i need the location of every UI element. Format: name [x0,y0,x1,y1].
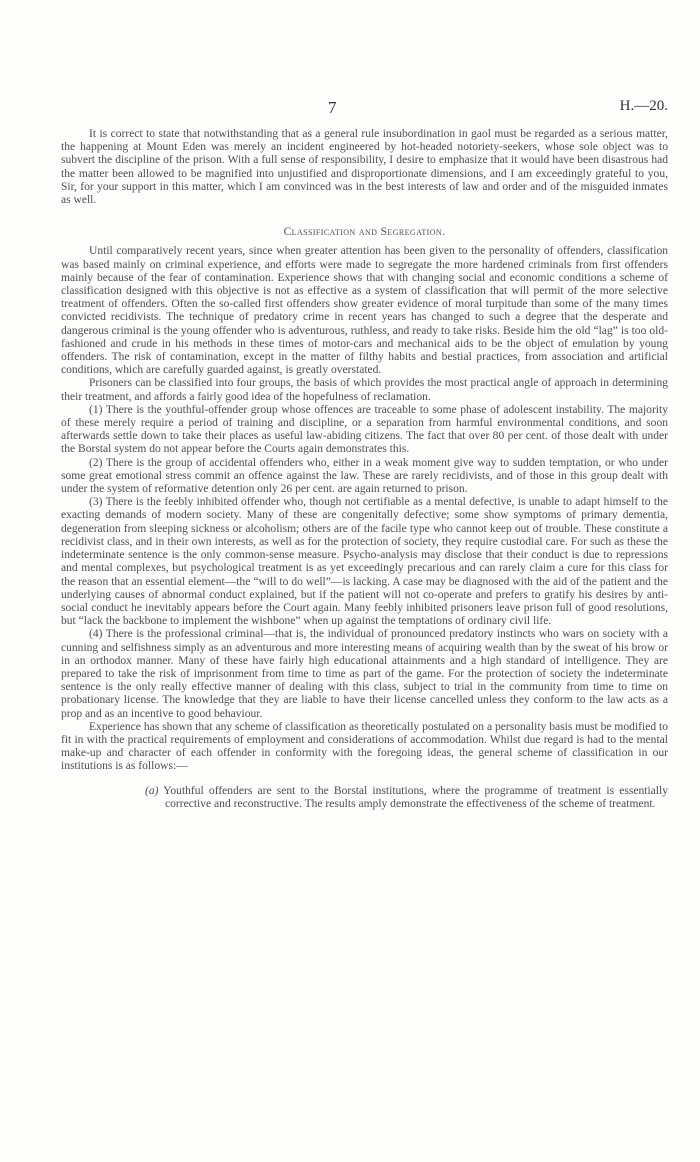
paragraph-scheme: Experience has shown that any scheme of classification as theoretically postulated on a personality basis must be modified to fit in with the practical requirements of employment and considerations of accommodation. Whilst due regard is had to the mental make-up and character of each offender in conformity with the foregoing ideas, the general scheme of classification in our institutions is as follows:— [61,720,668,773]
list-item [145,785,668,811]
document-body [61,128,668,811]
paragraph-group-1: (1) There is the youthful-offender group whose offences are traceable to some phase of adolescent instability. The majority of these merely require a period of training and discipline, or a separation from harmful environmental conditions, and soon afterwards settle down to take their places as useful law-abiding citizens. The fact that over 80 per cent. of those dealt with under the Borstal system do not appear before the Courts again demonstrates this. [61,403,668,456]
section-heading: Classification and Segregation. [283,226,446,239]
page-number: 7 [328,98,337,117]
paragraph-group-3: (3) There is the feebly inhibited offender who, though not certifiable as a mental defective, is unable to adapt himself to the exacting demands of modern society. Many of these are congenitally defective; some show symptoms of primary dementia, degeneration from sleeping sickness or alcoholism; others are of the facile type who cannot keep out of trouble. These constitute a recidivist class, and in their own interests, as well as for the protection of society, they require custodial care. For such as these the indeterminate sentence is the only common-sense measure. Psycho-analysis may disclose that their conduct is due to repressions and mental complexes, but psychological treatment is as yet exceedingly precarious and can rarely claim a cure for this class for the reason that an essential element—the “will to do well”—is lacking. A case may be diagnosed with the aid of the patient and the underlying causes of abnormal conduct explained, but if the patient will not co-operate and prefers to gratify his desires by anti-social conduct he inevitably appears before the Court again. Many feebly inhibited prisoners leave prison full of good resolutions, but “lack the backbone to implement the wishbone” when up against the temptations of ordinary civil life. [61,496,668,628]
paragraph-insubordination: It is correct to state that notwithstanding that as a general rule insubordination in gaol must be regarded as a serious matter, the happening at Mount Eden was merely an incident engineered by hot-headed notoriety-seekers, whose sole object was to subvert the discipline of the prison. With a full sense of responsibility, I desire to emphasize that it would have been disastrous had the matter been allowed to be magnified into unjustified and disproportionate dimensions, and I am exceedingly grateful to you, Sir, for your support in this matter, which I am convinced was in the best interests of law and order and of the misguided inmates as well. [61,128,668,207]
list-item-marker: (a) [145,784,159,797]
list-item-text: Youthful offenders are sent to the Borstal institutions, where the programme of treatment is essentially corrective and reconstructive. The results amply demonstrate the effectiveness of the scheme of treatment. [163,784,668,810]
document-reference: H.—20. [619,98,668,114]
classification-list [61,785,668,811]
paragraph-group-4: (4) There is the professional criminal—that is, the individual of pronounced predatory instincts who wars on society with a cunning and selfishness simply as an adventurous and more interesting means of acquiring wealth than by the sweat of his brow or in an orthodox manner. Many of these have fairly high educational attainments and a high standard of intelligence. They are prepared to take the risk of imprisonment from time to time as part of the game. For the protection of society the indeterminate sentence is the only really effective manner of dealing with this class, subject to trial in the community from time to time on probationary license. The knowledge that they are liable to have their license cancelled unless they conform to the law acts as a prop and as an incentive to good behaviour. [61,628,668,720]
paragraph-classification-intro: Until comparatively recent years, since when greater attention has been given to the personality of offenders, classification was based mainly on criminal experience, and efforts were made to segregate the more hardened criminals from first offenders mainly because of the fear of contamination. Experience shows that with changing social and economic conditions a scheme of classification designed with this objective is not as effective as a system of classification that will permit of the more selective treatment of offenders. Often the so-called first offenders show greater evidence of moral turpitude than some of the many times convicted recidivists. The technique of predatory crime in recent years has changed to such a degree that the desperate and dangerous criminal is the young offender who is adventurous, ruthless, and ready to take risks. Beside him the old “lag” is too old-fashioned and crude in his methods in these times of motor-cars and mechanical aids to be the object of emulation by young offenders. The risk of contamination, except in the matter of filthy habits and bestial practices, from association and artificial conditions, which are carefully guarded against, is greatly overstated. [61,245,668,377]
paragraph-four-groups: Prisoners can be classified into four groups, the basis of which provides the most practical angle of approach in determining their treatment, and affords a fairly good idea of the hopefulness of reclamation. [61,377,668,403]
paragraph-group-2: (2) There is the group of accidental offenders who, either in a weak moment give way to sudden temptation, or who under some great emotional stress commit an offence against the law. These are rarely recidivists, and of those in this group dealt with under the system of reformative detention only 26 per cent. are again returned to prison. [61,456,668,496]
page-header [62,98,668,120]
